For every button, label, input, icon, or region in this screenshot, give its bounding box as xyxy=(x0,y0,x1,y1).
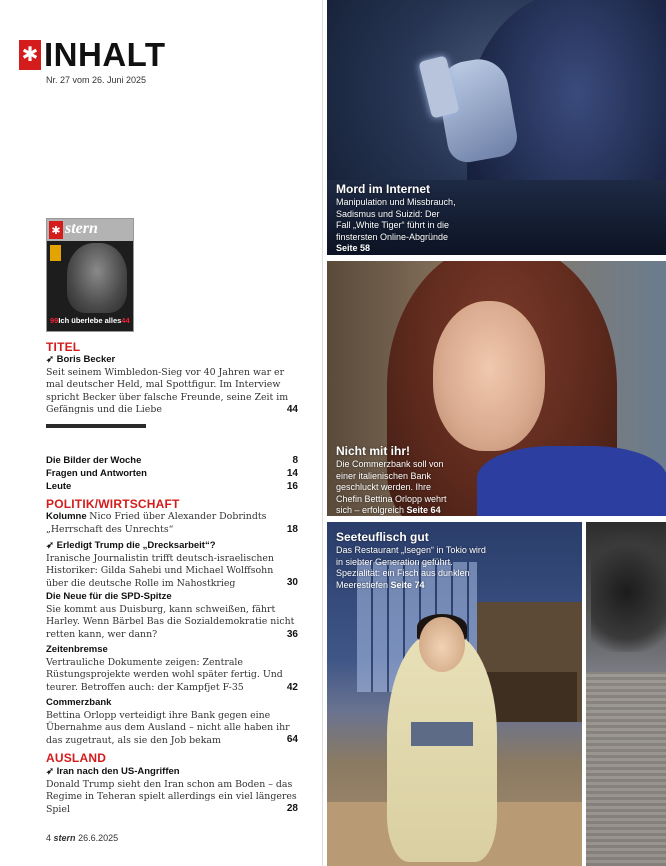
shirt-shape xyxy=(477,446,666,516)
toc-entry-iran[interactable] xyxy=(46,766,298,816)
section-politik: POLITIK/WIRTSCHAFT xyxy=(46,497,180,511)
page-number: 42 xyxy=(286,682,298,693)
entry-head-text: Boris Becker xyxy=(56,354,116,365)
face-shape xyxy=(433,301,545,451)
entry-head: Die Neue für die SPD-Spitze xyxy=(46,591,172,602)
section-ausland: AUSLAND xyxy=(46,751,107,765)
page-header xyxy=(19,36,166,73)
issue-info: Nr. 27 vom 26. Juni 2025 xyxy=(46,75,147,85)
entry-head xyxy=(46,540,216,551)
caption-commerzbank xyxy=(336,444,456,517)
cover-headline-prefix: 99 xyxy=(50,316,59,325)
page-footer xyxy=(46,833,118,843)
entry-head xyxy=(46,354,115,365)
caption-page-ref: Seite 64 xyxy=(406,505,441,515)
left-column xyxy=(0,0,322,866)
page-title: INHALT xyxy=(44,36,166,73)
caption-text: Manipulation und Missbrauch, Sadismus und Suizid: Der Fall „White Tiger“ führt in die finstersten Online-Abgründe xyxy=(336,197,456,242)
arrow-icon: ➶ xyxy=(46,540,57,551)
page-number: 16 xyxy=(286,481,298,492)
caption-title: Mord im Internet xyxy=(336,182,431,196)
entry-head-text: Iran nach den US-Angriffen xyxy=(56,766,180,777)
cover-star-icon: ✱ xyxy=(49,221,63,239)
entry-body: Seit seinem Wimbledon-Sieg vor 40 Jahren war er mal deutscher Held, mal Spottfigur. Im Interview spricht Becker über falsche Freunde, seine Zeit im Gefängnis und die Liebe xyxy=(46,366,289,416)
caption-page-ref: Seite 74 xyxy=(390,579,425,590)
toc-entry-commerzbank[interactable] xyxy=(46,697,298,747)
caption-text: Die Commerzbank soll von einer italienischen Bank geschluckt werden. Ihre Chefin Bettina Orlopp wehrt sich – erfolgreich xyxy=(336,459,447,515)
cover-headline xyxy=(50,316,130,325)
section-titel: TITEL xyxy=(46,340,81,354)
caption-page-ref: Seite 58 xyxy=(336,243,371,253)
page-number: 64 xyxy=(286,734,298,745)
toc-entry-zeitenbremse[interactable] xyxy=(46,644,298,694)
entry-head: Commerzbank xyxy=(46,697,112,708)
page-number: 8 xyxy=(292,455,298,466)
footer-date: 26.6.2025 xyxy=(78,833,119,843)
page-number: 18 xyxy=(286,524,298,535)
entry-head xyxy=(46,766,180,777)
caption-title: Seeteuflisch gut xyxy=(336,530,429,544)
page-number: 36 xyxy=(286,629,298,640)
toc-row-fragen[interactable]: Fragen und Antworten xyxy=(46,468,147,479)
entry-body: Sie kommt aus Duisburg, kann schweißen, fährt Harley. Wenn Bärbel Bas die Sozialdemokratie nicht retten kann, wer dann? xyxy=(46,603,295,640)
caption-text: Das Restaurant „Isegen“ in Tokio wird in siebter Generation geführt. Spezialität: ein Fisch aus dunklen Meerestiefen xyxy=(336,545,486,590)
photo-tehran[interactable] xyxy=(586,522,666,866)
toc-row-leute[interactable]: Leute xyxy=(46,481,72,492)
cover-portrait xyxy=(67,243,127,313)
toc-entry-becker[interactable] xyxy=(46,354,298,417)
column-divider xyxy=(322,0,323,866)
entry-body: Iranische Journalistin trifft deutsch-israelischen Historiker: Gilda Sahebi und Michael Wolffsohn über die deutsche Rolle im Nahostkrieg xyxy=(46,552,274,589)
page-number: 30 xyxy=(286,577,298,588)
entry-head: Zeitenbremse xyxy=(46,644,108,655)
obi-sash xyxy=(411,722,473,746)
arrow-icon: ➶ xyxy=(46,354,57,365)
cover-tag xyxy=(50,245,61,261)
entry-head-text: Erledigt Trump die „Drecksarbeit“? xyxy=(56,540,216,551)
footer-page-number: 4 xyxy=(46,833,52,843)
caption-title: Nicht mit ihr! xyxy=(336,444,410,458)
toc-entry-kolumne[interactable] xyxy=(46,511,298,536)
toc-entry-spd[interactable] xyxy=(46,591,298,641)
page-number: 14 xyxy=(286,468,298,479)
entry-body: Nico Fried über Alexander Dobrindts „Herrschaft des Unrechts“ xyxy=(46,511,267,535)
magazine-cover[interactable] xyxy=(46,218,134,332)
page-number: 44 xyxy=(286,404,298,415)
cover-masthead-text: stern xyxy=(65,220,98,237)
entry-head: Kolumne xyxy=(46,511,87,522)
face-shape xyxy=(419,617,465,672)
smoke-cloud xyxy=(591,532,666,652)
stern-star-icon: ✱ xyxy=(19,40,41,70)
shelf xyxy=(487,672,577,722)
cityscape xyxy=(586,672,666,866)
toc-entry-trump[interactable] xyxy=(46,540,298,590)
page-number: 28 xyxy=(286,803,298,814)
caption-restaurant xyxy=(336,530,486,591)
cover-headline-main: Ich überlebe alles xyxy=(58,316,122,325)
footer-brand: stern xyxy=(53,833,76,843)
toc-row-bilder[interactable]: Die Bilder der Woche xyxy=(46,455,142,466)
caption-internet xyxy=(336,182,456,255)
divider xyxy=(46,424,146,428)
entry-body: Donald Trump sieht den Iran schon am Boden – das Regime in Teheran spielt allerdings ein viel längeres Spiel xyxy=(46,778,297,815)
entry-body: Vertrauliche Dokumente zeigen: Zentrale Rüstungsprojekte werden wohl später fertig. Und teurer. Betroffen auch: der Kampfjet F-35 xyxy=(46,656,283,693)
cover-headline-suffix: 44 xyxy=(121,316,130,325)
arrow-icon: ➶ xyxy=(46,766,57,777)
entry-body: Bettina Orlopp verteidigt ihre Bank gegen eine Übernahme aus dem Ausland – nicht alle haben ihr das zugetraut, als sie den Job bekam xyxy=(46,709,290,746)
